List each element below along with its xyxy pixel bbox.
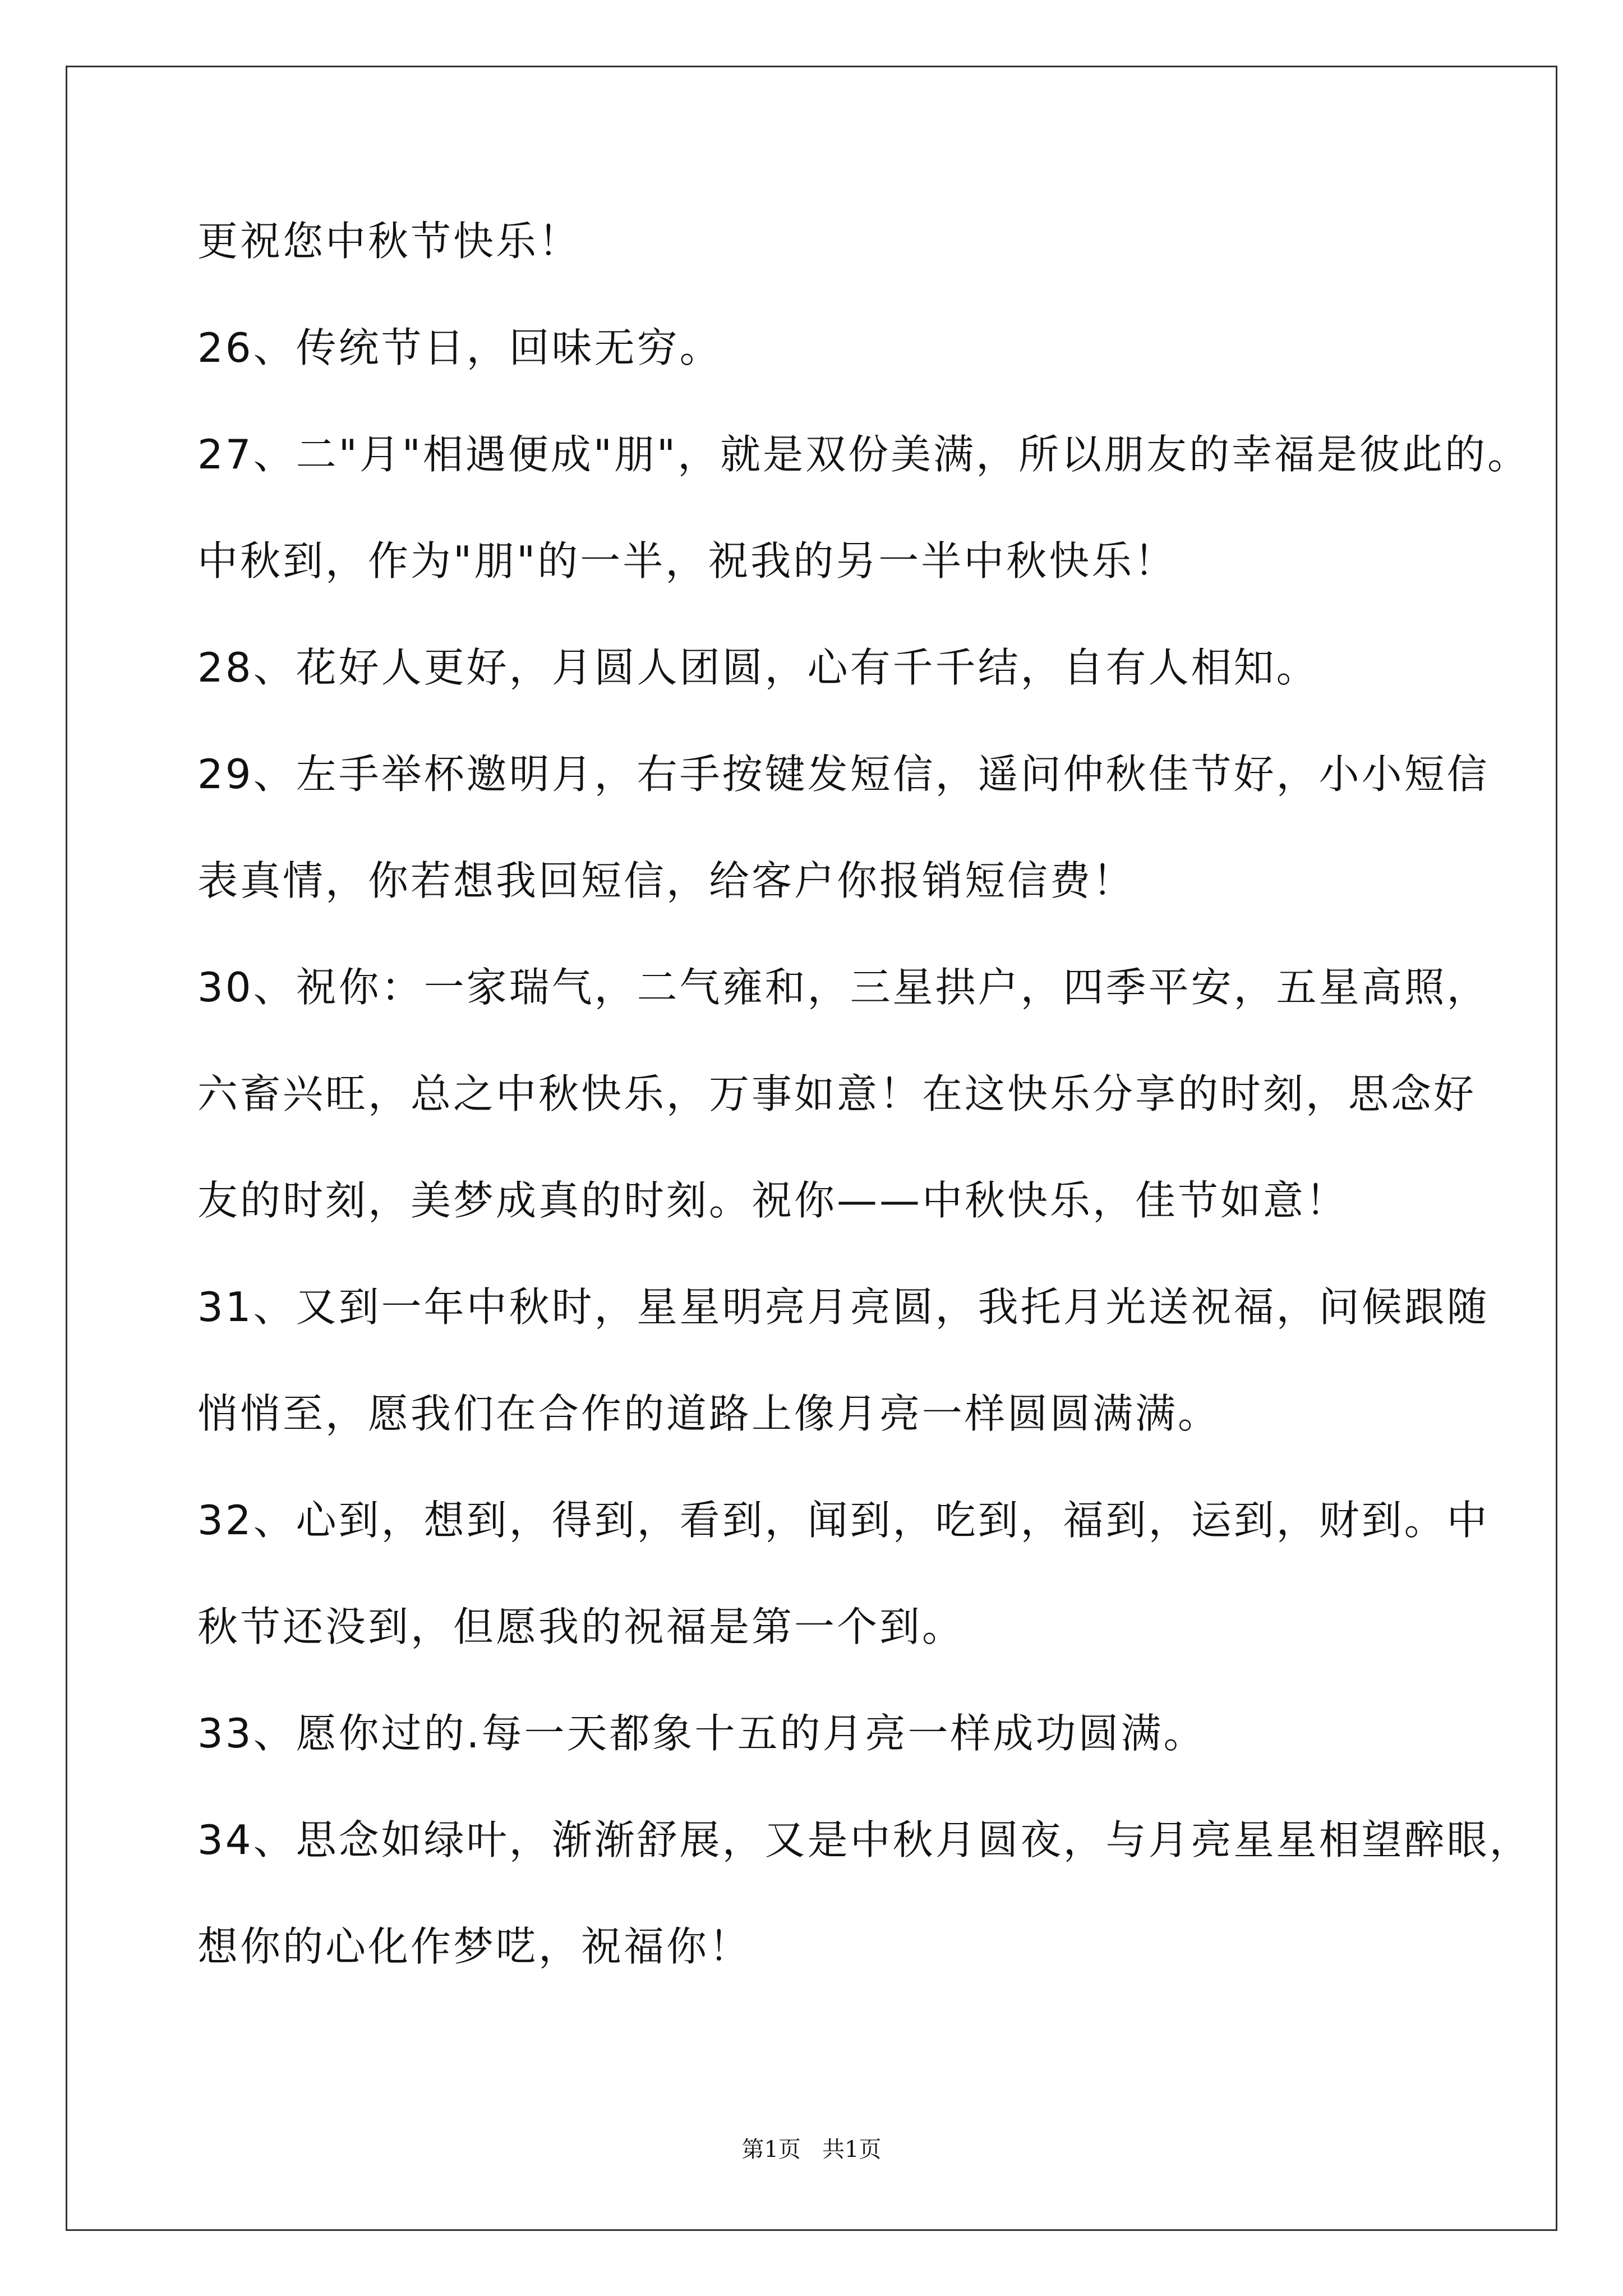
text-line: 31、又到一年中秋时，星星明亮月亮圆，我托月光送祝福，问候跟随	[197, 1283, 1490, 1331]
text-line: 六畜兴旺，总之中秋快乐，万事如意！在这快乐分享的时刻，思念好	[197, 1070, 1477, 1117]
text-line: 悄悄至，愿我们在合作的道路上像月亮一样圆圆满满。	[197, 1390, 1221, 1437]
text-line: 秋节还没到，但愿我的祝福是第一个到。	[197, 1603, 965, 1650]
document-body	[197, 188, 1532, 2000]
text-line: 想你的心化作梦呓，祝福你！	[197, 1923, 752, 1970]
text-line: 34、思念如绿叶，渐渐舒展，又是中秋月圆夜，与月亮星星相望醉眼，	[197, 1816, 1532, 1864]
text-line: 29、左手举杯邀明月，右手按键发短信，遥问仲秋佳节好，小小短信	[197, 751, 1490, 798]
text-line: 中秋到，作为"朋"的一半，祝我的另一半中秋快乐！	[197, 537, 1177, 585]
text-line: 更祝您中秋节快乐！	[197, 218, 582, 265]
text-line: 27、二"月"相遇便成"朋"，就是双份美满，所以朋友的幸福是彼此的。	[197, 431, 1530, 478]
text-line: 28、花好人更好，月圆人团圆，心有千千结，自有人相知。	[197, 644, 1319, 691]
text-line: 表真情，你若想我回短信，给客户你报销短信费！	[197, 857, 1136, 904]
text-line: 32、心到，想到，得到，看到，闻到，吃到，福到，运到，财到。中	[197, 1497, 1490, 1544]
text-line: 友的时刻，美梦成真的时刻。祝你——中秋快乐，佳节如意！	[197, 1177, 1349, 1224]
page-number-footer: 第1页 共1页	[741, 2137, 882, 2162]
text-line: 26、传统节日，回味无穷。	[197, 324, 722, 371]
text-line: 33、愿你过的.每一天都象十五的月亮一样成功圆满。	[197, 1710, 1206, 1757]
text-line: 30、祝你：一家瑞气，二气雍和，三星拱户，四季平安，五星高照，	[197, 964, 1490, 1011]
